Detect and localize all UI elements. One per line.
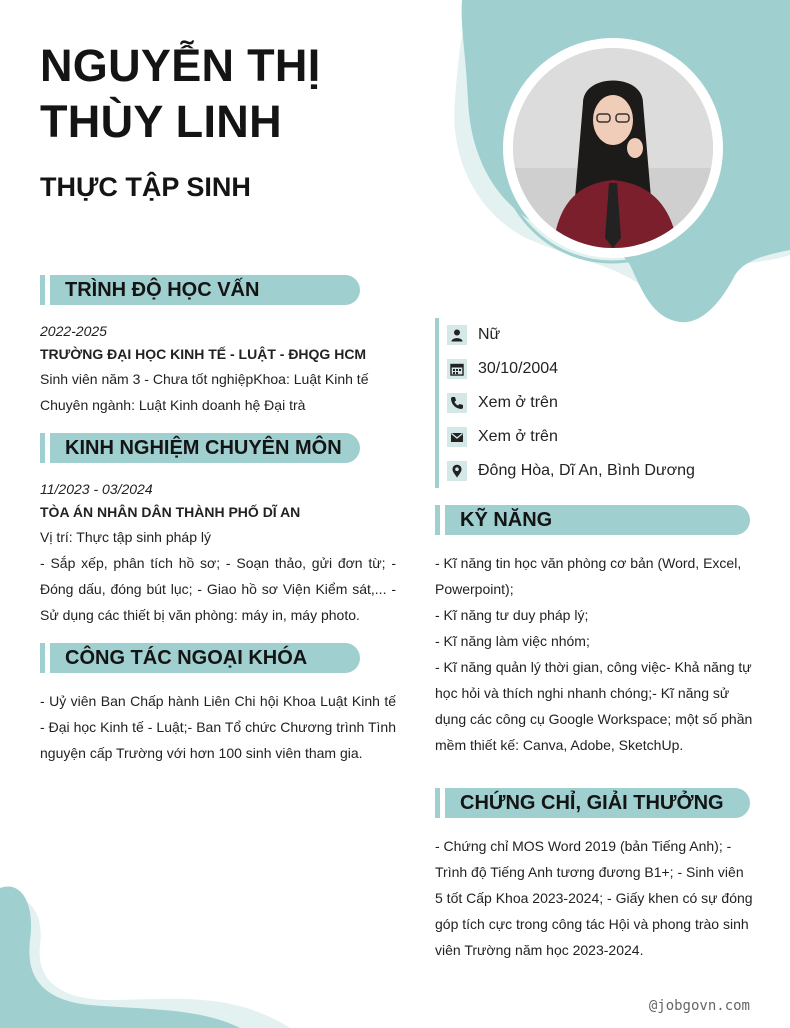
- contact-gender: [439, 318, 755, 352]
- address-value: Đông Hòa, Dĩ An, Bình Dương: [478, 462, 695, 479]
- activities-text: - Uỷ viên Ban Chấp hành Liên Chi hội Khoa Luật Kinh tế - Đại học Kinh tế - Luật;- Ban Tổ chức Chương trình Tình nguyện cấp Trường với hơn 100 sinh viên tham gia.: [40, 693, 396, 761]
- phone-value: Xem ở trên: [478, 394, 558, 411]
- certificates-text: - Chứng chỉ MOS Word 2019 (bản Tiếng Anh); - Trình độ Tiếng Anh tương đương B1+; - Sinh viên 5 tốt Cấp Khoa 2023-2024; - Giấy khen có sự đóng góp tích cực trong công tác Hội và phong trào sinh viên Trường năm học 2023-2024.: [435, 838, 753, 958]
- name-line-2: THÙY LINH: [40, 96, 282, 147]
- experience-position: Vị trí: Thực tập sinh pháp lý: [40, 529, 211, 545]
- calendar-icon: [447, 359, 467, 379]
- education-header: [40, 275, 360, 305]
- skills-list: [435, 550, 755, 758]
- name-line-1: NGUYỄN THỊ: [40, 40, 321, 91]
- job-role: THỰC TẬP SINH: [40, 172, 251, 202]
- experience-company: TÒA ÁN NHÂN DÂN THÀNH PHỐ DĨ AN: [40, 504, 301, 520]
- birthday-value: 30/10/2004: [478, 360, 559, 377]
- location-pin-icon: [447, 461, 467, 481]
- experience-header: [40, 433, 360, 463]
- experience-title: KINH NGHIỆM CHUYÊN MÔN: [65, 437, 342, 459]
- contact-info: [435, 318, 755, 488]
- profile-photo: [513, 48, 713, 248]
- certificates-header: [435, 788, 750, 818]
- email-value: Xem ở trên: [478, 428, 558, 445]
- gender-value: Nữ: [478, 326, 501, 343]
- education-title: TRÌNH ĐỘ HỌC VẤN: [65, 279, 260, 301]
- skill-item: - Kĩ năng quản lý thời gian, công việc- Khả năng tự học hỏi và thích nghi nhanh chóng;- Kĩ năng sử dụng các công cụ Google Workspace; một số phần mềm thiết kế: Canva, Adobe, SketchUp.: [435, 659, 753, 753]
- skill-item: - Kĩ năng tư duy pháp lý;: [435, 607, 589, 623]
- contact-address: [439, 454, 755, 488]
- education-school: TRƯỜNG ĐẠI HỌC KINH TẾ - LUẬT - ĐHQG HCM: [40, 346, 367, 362]
- person-icon: [447, 325, 467, 345]
- education-block: [40, 320, 400, 418]
- watermark: @jobgovn.com: [648, 998, 750, 1014]
- education-period: 2022-2025: [40, 323, 107, 339]
- education-line-1: Sinh viên năm 3 - Chưa tốt nghiệpKhoa: Luật Kinh tế: [40, 371, 369, 387]
- skill-item: - Kĩ năng làm việc nhóm;: [435, 633, 590, 649]
- phone-icon: [447, 393, 467, 413]
- skills-title: KỸ NĂNG: [460, 509, 553, 531]
- activities-header: [40, 643, 360, 673]
- mail-icon: [447, 427, 467, 447]
- skill-item: - Kĩ năng tin học văn phòng cơ bản (Word, Excel, Powerpoint);: [435, 555, 742, 597]
- certificates-title: CHỨNG CHỈ, GIẢI THƯỞNG: [460, 792, 724, 814]
- experience-period: 11/2023 - 03/2024: [40, 481, 153, 497]
- skills-header: [435, 505, 750, 535]
- experience-tasks: - Sắp xếp, phân tích hồ sơ; - Soạn thảo, gửi đơn từ; - Đóng dấu, đóng bút lục; - Giao hồ sơ Viện Kiểm sát,... - Sử dụng các thiết bị văn phòng: máy in, máy photo.: [40, 555, 396, 623]
- contact-phone: [439, 386, 755, 420]
- profile-photo-frame: [503, 38, 723, 258]
- full-name: [40, 38, 321, 150]
- contact-email: [439, 420, 755, 454]
- contact-birthday: [439, 352, 755, 386]
- activities-title: CÔNG TÁC NGOẠI KHÓA: [65, 647, 308, 669]
- experience-block: [40, 478, 396, 628]
- education-line-2: Chuyên ngành: Luật Kinh doanh hệ Đại trà: [40, 397, 306, 413]
